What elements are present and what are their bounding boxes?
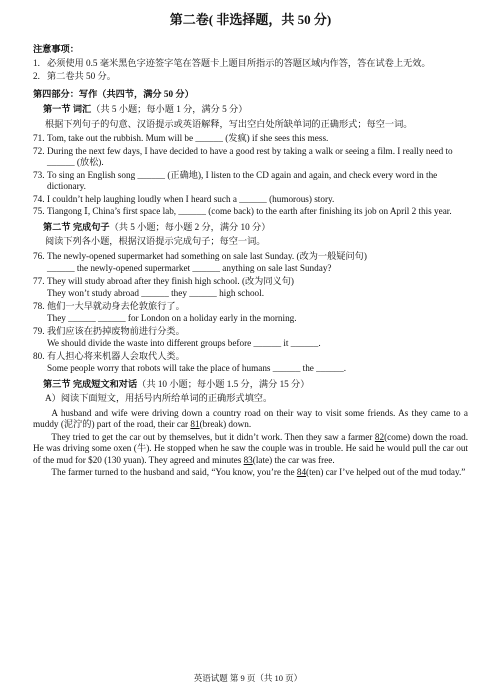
question-number: 73. [33,169,45,180]
question-72 [33,146,468,169]
question-text: Tom, take out the rubbish. Mum will be ______ (发疯) if she sees this mess. [47,133,329,144]
section-two-instruction: 阅读下列各小题，根据汉语提示完成句子；每空一词。 [45,236,266,247]
question-73 [33,170,468,193]
blank-84: 84 [296,467,307,478]
question-text: 有人担心将来机器人会取代人类。 [47,350,185,361]
question-text: 我们应该在扔掉废物前进行分类。 [47,325,185,336]
section-two-title: 第二节 完成句子 [43,221,110,232]
passage-text: (break) down. [199,419,252,430]
section-three-title: 第三节 完成短文和对话 [43,378,138,389]
note-number: 2. [33,71,40,82]
section-three-sub-instruction: A）阅读下面短文，用括号内所给单词的正确形式填空。 [45,393,273,404]
answer-line: They ______ ______ for London on a holiday early in the morning. [47,313,297,324]
section-two-info: （共 5 小题；每小题 2 分，满分 10 分） [109,221,271,232]
blank-82: 82 [374,431,385,442]
question-number: 71. [33,133,45,144]
section-two-heading [43,222,468,234]
note-text: 第二卷共 50 分。 [47,71,116,82]
question-number: 80. [33,350,45,361]
question-77 [33,276,468,288]
question-75 [33,206,468,218]
passage-paragraph [33,467,468,479]
question-number: 79. [33,325,45,336]
passage-text: (late) the car was free. [252,454,335,465]
part-four-heading: 第四部分：写作（共四节，满分 50 分） [33,88,194,99]
section-three-heading [43,379,468,391]
blank-81: 81 [190,419,200,430]
question-text: Tiangong Ⅰ, China’s first space lab, ______ (come back) to the earth after finishing its job on April 2 this year. [47,206,452,217]
question-text: To sing an English song ______ (正确地), I listen to the CD again and again, and check every word in the dictionary. [47,169,438,192]
passage-text: (ten) car I’ve helped out of the mud today.” [306,467,466,478]
passage-text: A husband and wife were driving down a country road on their way to visit some friends. As they came to a muddy (泥泞的) part of the road, their car [33,407,468,430]
passage-paragraph [33,432,468,467]
question-74 [33,194,468,206]
note-text: 必须使用 0.5 毫米黑色字迹签字笔在答题卡上题目所指示的答题区域内作答，答在试卷上无效。 [47,57,431,68]
answer-line: They won’t study abroad ______ they ______ high school. [47,288,264,299]
question-number: 75. [33,206,45,217]
passage-paragraph [33,408,468,431]
answer-line: Some people worry that robots will take the place of humans ______ the ______. [47,363,347,374]
passage-text: They tried to get the car out by themselves, but it didn’t work. Then they saw a farmer [51,431,375,442]
page-footer: 英语试题 第 9 页（共 10 页） [193,673,303,684]
question-number: 77. [33,275,45,286]
passage-text: (come) down the road. He was driving some oxen (牛). He stopped when he saw the couple was in trouble. He said he would pull the car out of the mud for $20 (130 yuan). They agreed and minutes [33,431,468,465]
section-one-title: 第一节 词汇 [43,104,92,115]
page-title: 第二卷( 非选择题，共 50 分) [169,12,332,27]
note-number: 1. [33,57,40,68]
passage-text: The farmer turned to the husband and said, “You know, you’re the [51,467,297,478]
question-78 [33,301,468,313]
section-one-heading [43,104,468,116]
note-item [33,71,468,83]
note-item [33,58,468,70]
question-76 [33,251,468,263]
section-three-info: （共 10 小题；每小题 1.5 分，满分 15 分） [137,378,310,389]
notes-heading: 注意事项： [33,44,79,55]
question-71 [33,133,468,145]
section-one-info: （共 5 小题；每小题 1 分，满分 5 分） [91,104,248,115]
question-number: 78. [33,300,45,311]
answer-line: ______ the newly-opened supermarket ______ anything on sale last Sunday? [47,263,332,274]
answer-line: We should divide the waste into different groups before ______ it ______. [47,338,321,349]
section-one-instruction: 根据下列句子的句意、汉语提示或英语解释，写出空白处所缺单词的正确形式；每空一词。 [45,118,413,129]
question-80 [33,351,468,363]
question-text: 他们一大早就动身去伦敦旅行了。 [47,300,185,311]
question-text: The newly-opened supermarket had something on sale last Sunday. (改为一般疑问句) [47,250,367,261]
question-text: They will study abroad after they finish high school. (改为同义句) [47,275,294,286]
question-text: During the next few days, I have decided to have a good rest by taking a walk or seeing a film. I really need to ______ (放松). [47,145,453,168]
question-number: 72. [33,145,45,156]
question-number: 76. [33,250,45,261]
question-text: I couldn’t help laughing loudly when I heard such a ______ (humorous) story. [47,193,335,204]
blank-83: 83 [243,454,253,465]
question-79 [33,326,468,338]
question-number: 74. [33,193,45,204]
